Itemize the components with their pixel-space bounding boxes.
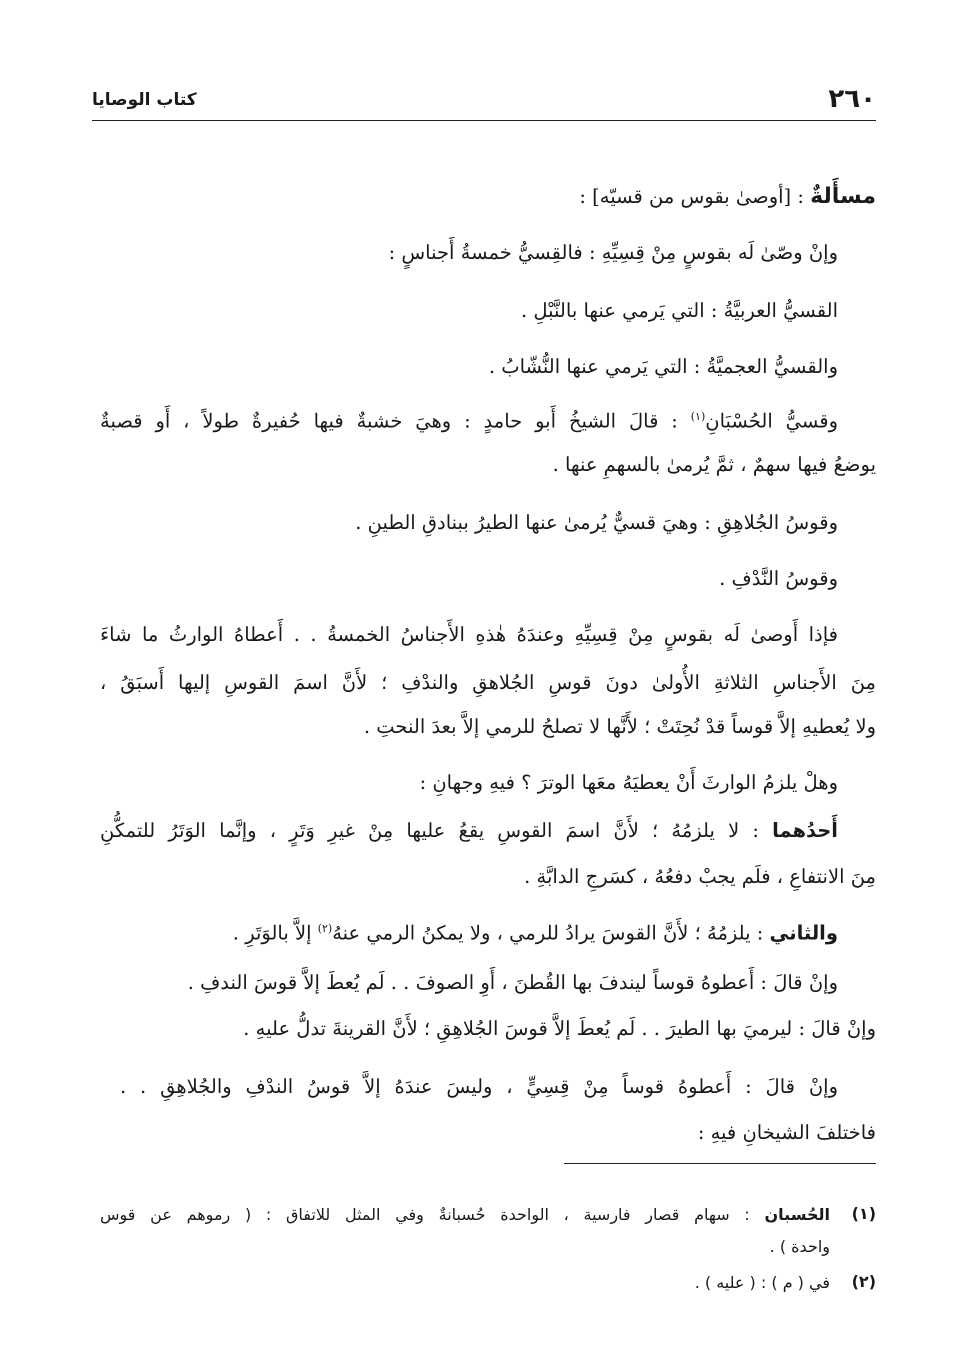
text-span: : يلزمُهُ ؛ لأَنَّ القوسَ يرادُ للرمي ، ولا يمكنُ الرمي عنهُ bbox=[332, 921, 770, 945]
page-header bbox=[92, 78, 876, 118]
text-line: فإذا أَوصىٰ لَه بقوسٍ مِنْ قِسِيِّهِ وعندَهُ هٰذهِ الأَجناسُ الخمسةُ . . أَعطاهُ الوارثُ ما شاءَ bbox=[100, 623, 838, 646]
text-line: والقسيُّ العجميَّةُ : التي يَرمي عنها النُّشّابُ . bbox=[488, 355, 838, 378]
footnote-number-2: (٢) bbox=[851, 1272, 876, 1291]
footnote-text: : سهام قصار فارسية ، الواحدة حُسبانةٌ وفي المثل للاتفاق : ( رموهم عن قوس bbox=[100, 1205, 765, 1224]
text-span: : لا يلزمُهُ ؛ لأَنَّ اسمَ القوسِ يقعُ عليها مِنْ غيرِ وَتَرٍ ، وإنَّما الوَتَرُ للتمكُّنِ bbox=[100, 819, 773, 842]
footnote-ref-1[interactable]: (١) bbox=[690, 410, 706, 423]
text-span: : قالَ الشيخُ أَبو حامدٍ : وهيَ خشبةٌ فيها حُفيرةٌ طولاً ، أَو قصبةٌ bbox=[100, 409, 691, 433]
text-line bbox=[100, 402, 838, 437]
header-divider bbox=[92, 120, 876, 121]
text-line: وقوسُ النَّدْفِ . bbox=[719, 567, 838, 590]
text-line: مِنَ الانتفاعِ ، فلَم يجبْ دفعُهُ ، كسَرجِ الدابَّةِ . bbox=[524, 865, 876, 888]
text-line: وقوسُ الجُلاهِقِ : وهيَ قسيٌّ يُرمىٰ عنها الطيرُ ببنادقِ الطينِ . bbox=[355, 511, 838, 534]
text-line: وإنْ قالَ : ليرميَ بها الطيرَ . . لَم يُعطَ إلاَّ قوسَ الجُلاهِقِ ؛ لأَنَّ القرينةَ تدلُّ عليهِ . bbox=[243, 1017, 876, 1040]
masala-title: : [أوصىٰ بقوس من قسيّه] : bbox=[579, 185, 811, 208]
footnote-1-continuation: واحدة ) . bbox=[769, 1237, 830, 1256]
text-line: فاختلفَ الشيخانِ فيهِ : bbox=[697, 1121, 876, 1144]
text-line: وإنْ وصّىٰ لَه بقوسٍ مِنْ قِسِيِّهِ : فالقِسيُّ خمسةُ أَجناسٍ : bbox=[388, 241, 838, 264]
footnote-2: في ( م ) : ( عليه ) . bbox=[694, 1273, 830, 1292]
text-span: إلاَّ بالوَتَرِ . bbox=[232, 921, 318, 945]
text-line: مِنَ الأَجناسِ الثلاثةِ الأُولىٰ دونَ قوسِ الجُلاهقِ والندْفِ ؛ لأَنَّ اسمَ القوسِ إليها أَسبَقُ ، bbox=[100, 671, 876, 694]
page-number: ٢٦٠ bbox=[828, 84, 876, 114]
footnote-number-1: (١) bbox=[851, 1204, 876, 1223]
footnote-divider bbox=[564, 1163, 876, 1164]
term-husban: وقسيُّ الحُسْبَانِ bbox=[705, 409, 839, 433]
text-line: ولا يُعطيهِ إلاَّ قوساً قدْ نُحِتَتْ ؛ لأَنَّها لا تصلحُ للرمي إلاَّ بعدَ النحتِ . bbox=[363, 715, 876, 738]
running-title: كتاب الوصايا bbox=[92, 90, 197, 110]
first-view-label: أَحدُهما bbox=[772, 819, 838, 842]
text-line: وهلْ يلزمُ الوارثَ أَنْ يعطيَهُ معَها الوترَ ؟ فيهِ وجهانِ : bbox=[419, 771, 838, 794]
text-line bbox=[233, 914, 838, 949]
text-line: وإنْ قالَ : أَعطوهُ قوساً مِنْ قِسِيٍّ ، وليسَ عندَهُ إلاَّ قوسُ الندْفِ والجُلاهِقِ . . bbox=[120, 1075, 838, 1098]
masala-label: مسأَلةٌ bbox=[810, 184, 876, 209]
text-line: وإنْ قالَ : أَعطوهُ قوساً ليندفَ بها القُطنَ ، أَوِ الصوفَ . . لَم يُعطَ إلاَّ قوسَ الندفِ . bbox=[187, 971, 838, 994]
footnote-1 bbox=[100, 1202, 830, 1228]
text-line: القسيُّ العربيَّةُ : التي يَرمي عنها بالنَّبْلِ . bbox=[521, 299, 838, 322]
masala-heading bbox=[579, 182, 876, 212]
footnote-term: الحُسبان bbox=[764, 1205, 830, 1224]
footnote-ref-2[interactable]: (٢) bbox=[317, 922, 333, 935]
text-line bbox=[100, 816, 838, 846]
second-view-label: والثاني bbox=[769, 921, 838, 945]
text-line: يوضعُ فيها سهمٌ ، ثمَّ يُرمىٰ بالسهمِ عنها . bbox=[552, 453, 876, 476]
